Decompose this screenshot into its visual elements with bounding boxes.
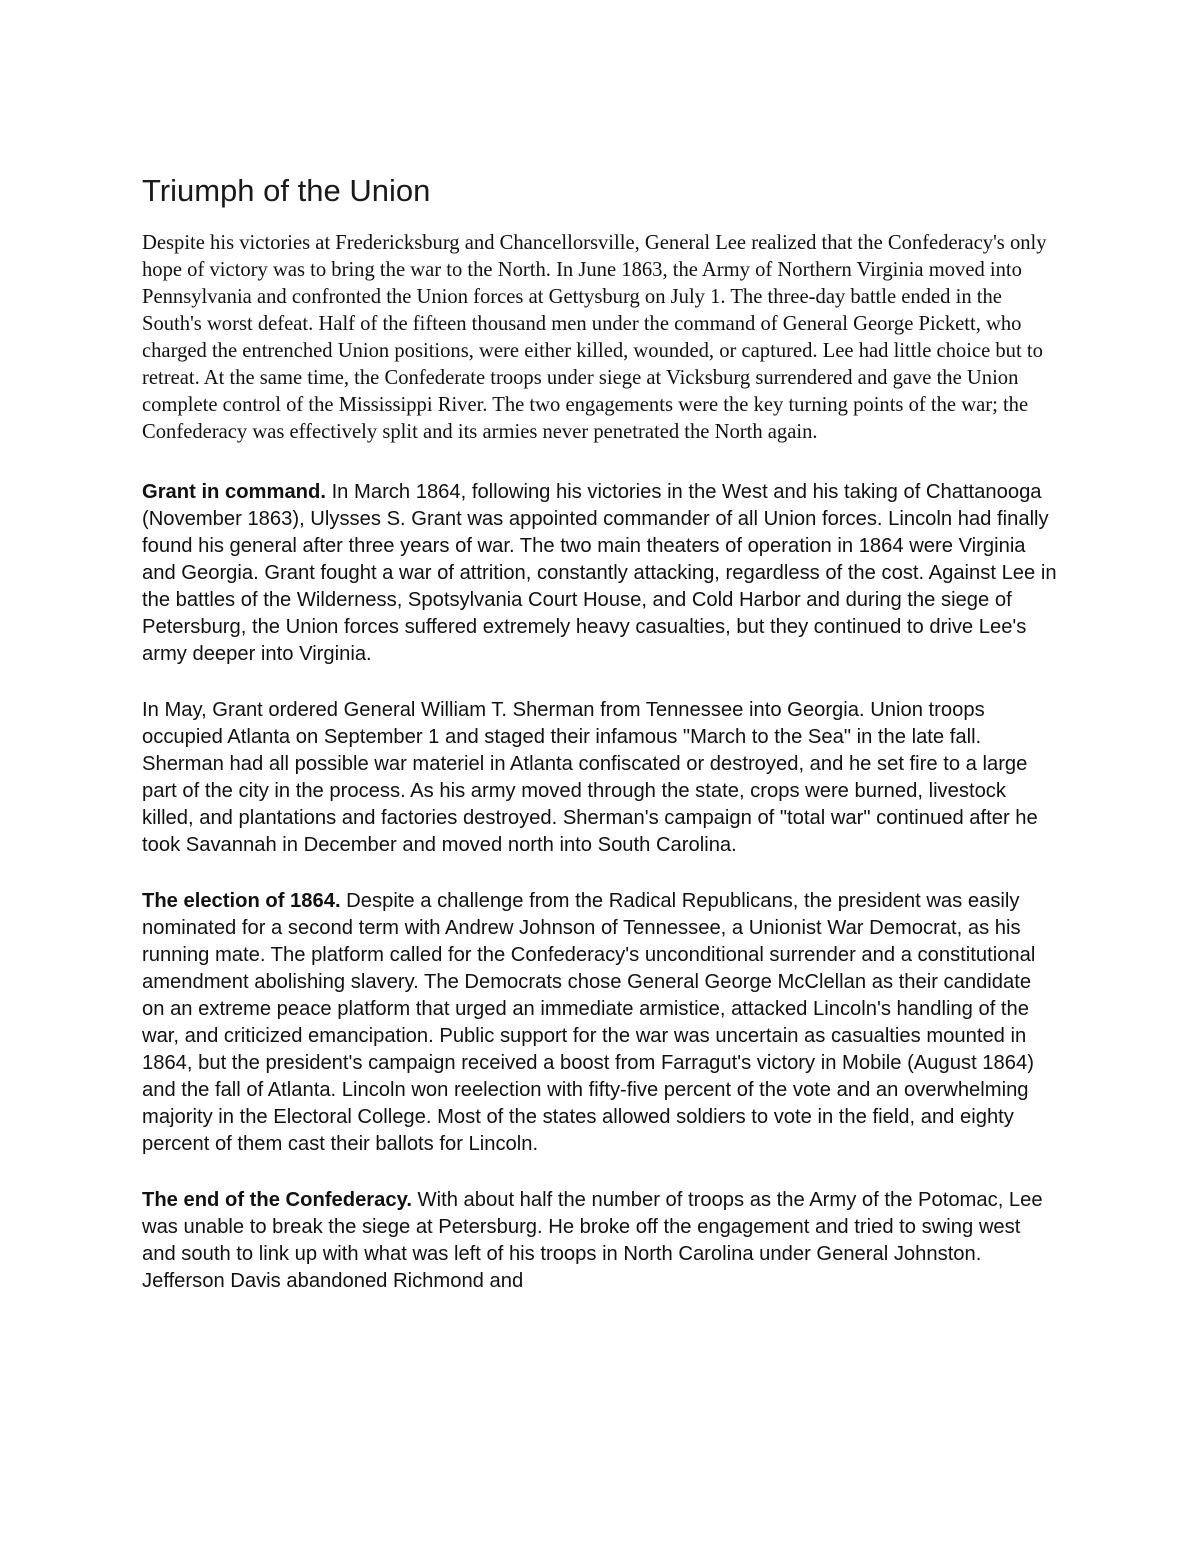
section-text: Despite a challenge from the Radical Republicans, the president was easily nominated for a second term with Andrew Johnson of Tennessee, a Unionist War Democrat, as his running mate. The platform called for the Confederacy's unconditional surrender and a constitutional amendment abolishing slavery. The Democrats chose General George McClellan as their candidate on an extreme peace platform that urged an immediate armistice, attacked Lincoln's handling of the war, and criticized emancipation. Public support for the war was uncertain as casualties mounted in 1864, but the president's campaign received a boost from Farragut's victory in Mobile (August 1864) and the fall of Atlanta. Lincoln won reelection with fifty-five percent of the vote and an overwhelming majority in the Electoral College. Most of the states allowed soldiers to vote in the field, and eighty percent of them cast their ballots for Lincoln. (142, 890, 1036, 1155)
intro-paragraph: Despite his victories at Fredericksburg and Chancellorsville, General Lee realized that the Confederacy's only hope of victory was to bring the war to the North. In June 1863, the Army of Northern Virginia moved into Pennsylvania and confronted the Union forces at Gettysburg on July 1. The three-day battle ended in the South's worst defeat. Half of the fifteen thousand men under the command of General George Pickett, who charged the entrenched Union positions, were either killed, wounded, or captured. Lee had little choice but to retreat. At the same time, the Confederate troops under siege at Vicksburg surrendered and gave the Union complete control of the Mississippi River. The two engagements were the key turning points of the war; the Confederacy was effectively split and its armies never penetrated the North again. (142, 232, 1047, 443)
section-heading: Grant in command. (142, 481, 326, 503)
section-sherman-march (142, 697, 1057, 859)
page-title: Triumph of the Union (142, 173, 431, 208)
section-heading: The election of 1864. (142, 890, 341, 912)
section-heading: The end of the Confederacy. (142, 1189, 412, 1211)
section-election-1864 (142, 888, 1057, 1158)
section-text: With about half the number of troops as the Army of the Potomac, Lee was unable to break the siege at Petersburg. He broke off the engagement and tried to swing west and south to link up with what was left of his troops in North Carolina under General Johnston. Jefferson Davis abandoned Richmond and (142, 1189, 1043, 1292)
section-end-of-confederacy (142, 1187, 1057, 1295)
section-text: In March 1864, following his victories in the West and his taking of Chattanooga (November 1863), Ulysses S. Grant was appointed commander of all Union forces. Lincoln had finally found his general after three years of war. The two main theaters of operation in 1864 were Virginia and Georgia. Grant fought a war of attrition, constantly attacking, regardless of the cost. Against Lee in the battles of the Wilderness, Spotsylvania Court House, and Cold Harbor and during the siege of Petersburg, the Union forces suffered extremely heavy casualties, but they continued to drive Lee's army deeper into Virginia. (142, 481, 1057, 665)
section-grant-in-command (142, 479, 1057, 668)
section-text: In May, Grant ordered General William T. Sherman from Tennessee into Georgia. Union troops occupied Atlanta on September 1 and staged their infamous "March to the Sea" in the late fall. Sherman had all possible war materiel in Atlanta confiscated or destroyed, and he set fire to a large part of the city in the process. As his army moved through the state, crops were burned, livestock killed, and plantations and factories destroyed. Sherman's campaign of "total war" continued after he took Savannah in December and moved north into South Carolina. (142, 699, 1038, 856)
document-body (142, 172, 1057, 1324)
